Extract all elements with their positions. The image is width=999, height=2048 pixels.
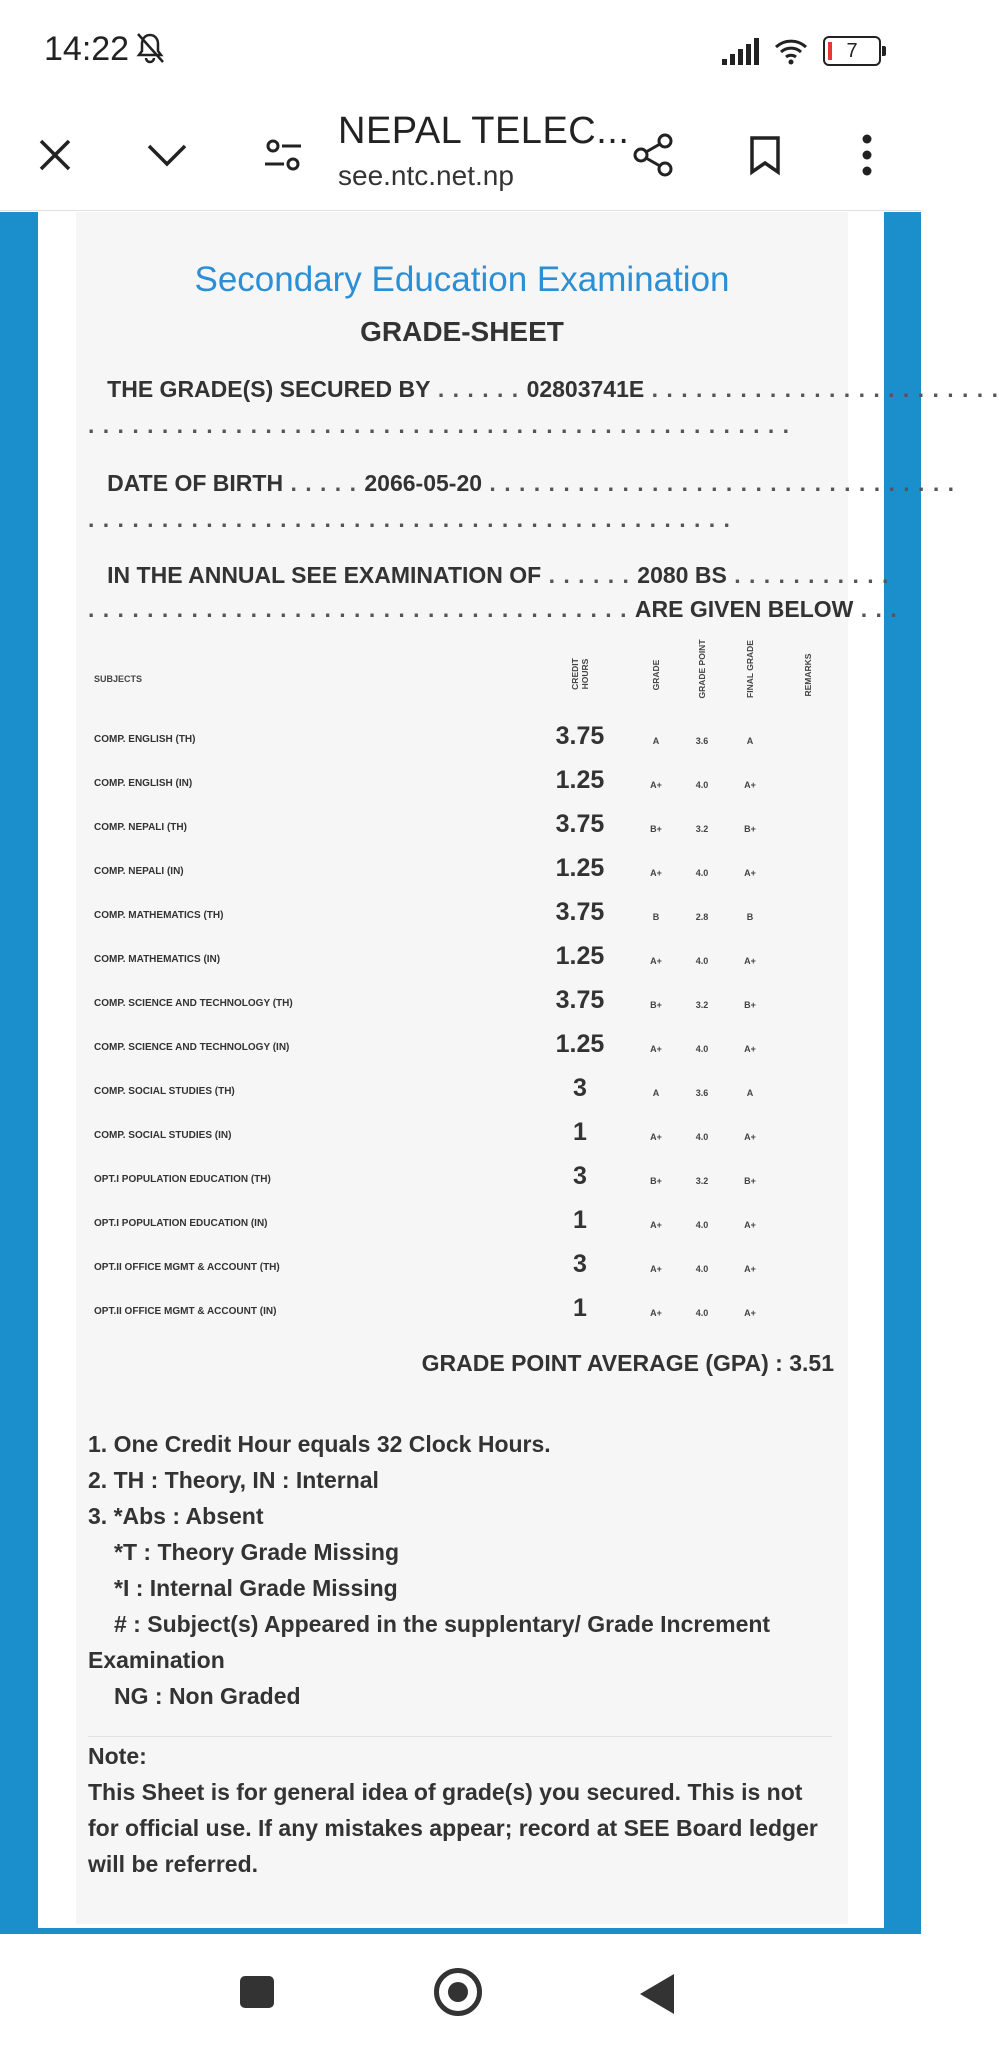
subject-cell: COMP. MATHEMATICS (TH) [94, 910, 224, 921]
final-grade-cell: B+ [744, 1176, 756, 1186]
credit-hours-cell: 3 [573, 1162, 587, 1190]
grade-cell: B+ [650, 824, 662, 834]
bell-muted-icon [132, 30, 168, 66]
credit-hours-cell: 3.75 [555, 986, 605, 1014]
recent-apps-button[interactable] [240, 1976, 274, 2008]
chevron-down-icon [146, 142, 188, 168]
home-button[interactable] [434, 1968, 482, 2016]
gpa-value: 3.51 [789, 1350, 834, 1376]
dots-line: . . . . . . . . . . . . . . . . . . . . . . . . . . . . . . . . . . . . . . . . . . . . [88, 506, 731, 532]
site-settings-button[interactable] [250, 122, 316, 188]
final-grade-cell: A+ [744, 780, 756, 790]
grade-point-cell: 3.6 [695, 1088, 709, 1098]
grade-point-cell: 3.2 [695, 1176, 709, 1186]
table-row [76, 1292, 848, 1336]
grade-point-cell: 4.0 [695, 1264, 709, 1274]
credit-hours-cell: 3 [573, 1250, 587, 1278]
settings-sliders-icon [261, 135, 305, 175]
grade-cell: B+ [650, 1000, 662, 1010]
final-grade-cell: A [746, 736, 754, 746]
table-row [76, 984, 848, 1028]
secured-by-line: THE GRADE(S) SECURED BY . . . . . . 02803741E . . . . . . . . . . . . . . . . . . . . . . . . [107, 376, 999, 402]
bookmark-icon [749, 135, 781, 175]
grade-cell: A+ [650, 1264, 662, 1274]
back-button[interactable] [640, 1974, 674, 2014]
final-grade-cell: A+ [744, 1220, 756, 1230]
subject-cell: COMP. SOCIAL STUDIES (IN) [94, 1130, 232, 1141]
share-icon [631, 132, 675, 178]
subject-cell: COMP. ENGLISH (TH) [94, 734, 196, 745]
grade-point-cell: 4.0 [695, 780, 709, 790]
header-grade-point: GRADE POINT [697, 639, 707, 699]
legend-notes [88, 1426, 838, 1714]
note-item: 1. One Credit Hour equals 32 Clock Hours. [88, 1431, 551, 1457]
subject-cell: OPT.I POPULATION EDUCATION (IN) [94, 1218, 268, 1229]
credit-hours-cell: 1.25 [555, 854, 605, 882]
table-row [76, 1028, 848, 1072]
final-grade-cell: B+ [744, 824, 756, 834]
credit-hours-cell: 1 [573, 1294, 587, 1322]
header-subjects: SUBJECTS [94, 674, 143, 684]
page-url[interactable]: see.ntc.net.np [338, 160, 514, 191]
table-row [76, 1204, 848, 1248]
grade-cell: A [652, 736, 660, 746]
note-item: NG : Non Graded [114, 1683, 301, 1709]
subject-cell: COMP. ENGLISH (IN) [94, 778, 193, 789]
subject-cell: COMP. NEPALI (IN) [94, 866, 184, 877]
grade-sheet [76, 212, 999, 1924]
bookmark-button[interactable] [732, 122, 798, 188]
close-button[interactable] [22, 122, 88, 188]
gpa-line: GRADE POINT AVERAGE (GPA) : 3.51 [421, 1350, 834, 1376]
share-button[interactable] [620, 122, 686, 188]
table-row [76, 808, 848, 852]
credit-hours-cell: 3.75 [555, 722, 605, 750]
credit-hours-cell: 1.25 [555, 1030, 605, 1058]
grade-point-cell: 4.0 [695, 1220, 709, 1230]
grade-point-cell: 4.0 [695, 1132, 709, 1142]
header-grade: GRADE [651, 659, 661, 691]
table-row [76, 852, 848, 896]
credit-hours-cell: 3.75 [555, 898, 605, 926]
close-icon [38, 138, 72, 172]
final-grade-cell: A [746, 1088, 754, 1098]
grade-point-cell: 3.2 [695, 824, 709, 834]
grade-cell: A+ [650, 956, 662, 966]
credit-hours-cell: 1 [573, 1118, 587, 1146]
final-grade-cell: A+ [744, 1264, 756, 1274]
final-grade-cell: A+ [744, 1044, 756, 1054]
grade-cell: A+ [650, 868, 662, 878]
grade-cell: A+ [650, 1308, 662, 1318]
note-item: Examination [88, 1647, 225, 1673]
grade-cell: A+ [650, 1044, 662, 1054]
more-options-button[interactable] [834, 122, 900, 188]
table-row [76, 720, 848, 764]
final-grade-cell: A+ [744, 956, 756, 966]
exam-year: 2080 BS [637, 562, 727, 588]
grade-cell: A+ [650, 1220, 662, 1230]
subject-cell: OPT.II OFFICE MGMT & ACCOUNT (IN) [94, 1306, 277, 1317]
dob-value: 2066-05-20 [364, 470, 483, 496]
final-grade-cell: B+ [744, 1000, 756, 1010]
subject-cell: COMP. MATHEMATICS (IN) [94, 954, 221, 965]
battery-icon: 7 [823, 36, 881, 66]
credit-hours-cell: 1 [573, 1206, 587, 1234]
grade-cell: A+ [650, 780, 662, 790]
sheet-title: Secondary Education Examination [194, 260, 730, 299]
credit-hours-cell: 1.25 [555, 942, 605, 970]
grade-point-cell: 4.0 [695, 868, 709, 878]
given-below-line: . . . . . . . . . . . . . . . . . . . . . . . . . . . . . . . . . . . . . ARE GIVEN BELOW . . . [88, 596, 898, 622]
header-final-grade: FINAL GRADE [745, 640, 755, 698]
browser-toolbar [0, 100, 921, 211]
final-grade-cell: A+ [744, 1308, 756, 1318]
table-row [76, 940, 848, 984]
note-item: 3. *Abs : Absent [88, 1503, 264, 1529]
exam-line: IN THE ANNUAL SEE EXAMINATION OF . . . . . . 2080 BS . . . . . . . . . . . [107, 562, 890, 588]
table-row [76, 1116, 848, 1160]
wifi-icon [773, 36, 809, 66]
grade-cell: B [652, 912, 660, 922]
grade-point-cell: 4.0 [695, 1308, 709, 1318]
status-icons [722, 34, 881, 68]
signal-icon [722, 37, 759, 65]
table-row [76, 1248, 848, 1292]
credit-hours-cell: 1.25 [555, 766, 605, 794]
collapse-button[interactable] [134, 122, 200, 188]
page-title: NEPAL TELEC... [338, 110, 630, 152]
symbol-number: 02803741E [526, 376, 645, 402]
grade-point-cell: 4.0 [695, 1044, 709, 1054]
subject-cell: COMP. SCIENCE AND TECHNOLOGY (IN) [94, 1042, 290, 1053]
sheet-subtitle: GRADE-SHEET [360, 316, 564, 347]
subject-cell: COMP. NEPALI (TH) [94, 822, 187, 833]
note-text: This Sheet is for general idea of grade(s) you secured. This is not for official use. If any mistakes appear; record at SEE Board ledger will be referred. [88, 1779, 818, 1877]
subject-cell: OPT.I POPULATION EDUCATION (TH) [94, 1174, 271, 1185]
grade-cell: A+ [650, 1132, 662, 1142]
grade-point-cell: 3.2 [695, 1000, 709, 1010]
status-bar [0, 0, 921, 100]
note-item: # : Subject(s) Appeared in the supplentary/ Grade Increment [114, 1611, 771, 1637]
table-row [76, 896, 848, 940]
final-grade-cell: A+ [744, 1132, 756, 1142]
more-vertical-icon [861, 133, 873, 177]
grade-point-cell: 4.0 [695, 956, 709, 966]
divider [88, 1736, 832, 1737]
note-item: 2. TH : Theory, IN : Internal [88, 1467, 379, 1493]
header-credit-hours: CREDIT HOURS [570, 658, 590, 690]
disclaimer [88, 1738, 838, 1882]
table-row [76, 1072, 848, 1116]
dob-line: DATE OF BIRTH . . . . . 2066-05-20 . . . . . . . . . . . . . . . . . . . . . . . . . . . . . . . . [107, 470, 955, 496]
grade-point-cell: 2.8 [695, 912, 709, 922]
system-nav-bar [0, 1934, 921, 2048]
status-time: 14:22 [44, 30, 130, 68]
credit-hours-cell: 3 [573, 1074, 587, 1102]
subject-cell: COMP. SOCIAL STUDIES (TH) [94, 1086, 235, 1097]
table-row [76, 764, 848, 808]
note-item: *T : Theory Grade Missing [114, 1539, 399, 1565]
table-row [76, 1160, 848, 1204]
note-item: *I : Internal Grade Missing [114, 1575, 398, 1601]
note-title: Note: [88, 1743, 147, 1769]
grade-point-cell: 3.6 [695, 736, 709, 746]
grade-cell: B+ [650, 1176, 662, 1186]
subject-cell: COMP. SCIENCE AND TECHNOLOGY (TH) [94, 998, 293, 1009]
grade-cell: A [652, 1088, 660, 1098]
final-grade-cell: A+ [744, 868, 756, 878]
dots-line: . . . . . . . . . . . . . . . . . . . . . . . . . . . . . . . . . . . . . . . . . . . . . . . . [88, 412, 791, 438]
subject-cell: OPT.II OFFICE MGMT & ACCOUNT (TH) [94, 1262, 280, 1273]
header-remarks: REMARKS [803, 653, 813, 697]
final-grade-cell: B [746, 912, 754, 922]
credit-hours-cell: 3.75 [555, 810, 605, 838]
